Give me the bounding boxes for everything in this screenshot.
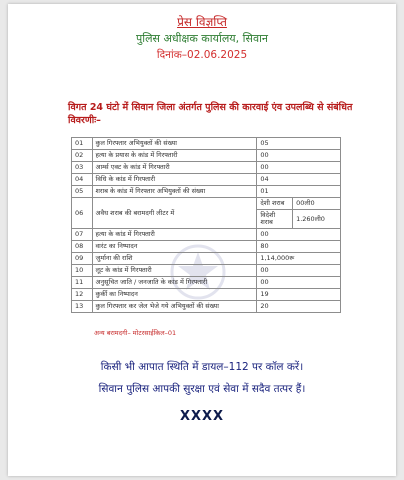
notice-line-2: सिवान पुलिस आपकी सुरक्षा एवं सेवा में सदैव तत्पर हैं।: [98, 383, 306, 395]
release-date: दिनांक–02.06.2025: [156, 49, 248, 61]
row-description: लूट के कांड में गिरफ्तारी: [92, 265, 257, 277]
press-release-page: [8, 4, 396, 476]
press-release-title: प्रेस विज्ञप्ति: [177, 15, 227, 29]
letterhead: [8, 4, 396, 62]
row-serial: 01: [72, 138, 93, 150]
row-value: 80: [257, 241, 341, 253]
row-value: 00: [257, 162, 341, 174]
row-serial: 09: [72, 253, 93, 265]
office-name: पुलिस अधीक्षक कार्यालय, सिवान: [135, 32, 269, 45]
table-row: [72, 241, 341, 253]
row-description: अनुसूचित जाति / जनजाति के कांड में गिरफ्तारी: [92, 277, 257, 289]
row-serial: 13: [72, 301, 93, 313]
row-description: कुल गिरफ्तार कर जेल भेजे गये अभियुक्तों की संख्या: [92, 301, 257, 313]
row-description: शराब के कांड में गिरफ्तार अभियुक्तों की संख्या: [92, 186, 257, 198]
row-description: अवैध शराब की बरामदगी लीटर में: [92, 198, 257, 229]
row-value: 04: [257, 174, 341, 186]
row-description: कुल गिरफ्तार अभियुक्तों की संख्या: [92, 138, 257, 150]
table-row: [72, 229, 341, 241]
table-row: [72, 186, 341, 198]
table-row: [72, 265, 341, 277]
row-value: 00: [257, 265, 341, 277]
table-row: [72, 198, 341, 210]
row-value: 19: [257, 289, 341, 301]
row-description: वारंट का निष्पादन: [92, 241, 257, 253]
table-row: [72, 174, 341, 186]
liquor-type-value: 00ली0: [293, 198, 341, 210]
row-serial: 11: [72, 277, 93, 289]
row-serial: 08: [72, 241, 93, 253]
row-serial: 10: [72, 265, 93, 277]
row-description: विधि के कांड में गिरफ्तारी: [92, 174, 257, 186]
table-row: [72, 289, 341, 301]
row-serial: 06: [72, 198, 93, 229]
liquor-type-label: देशी शराब: [257, 198, 293, 210]
row-serial: 04: [72, 174, 93, 186]
report-table: [71, 137, 341, 313]
table-row: [72, 138, 341, 150]
row-serial: 07: [72, 229, 93, 241]
row-description: हत्या के प्रयास के कांड में गिरफ्तारी: [92, 150, 257, 162]
emergency-notice: [28, 356, 376, 400]
row-description: जुर्माना की राशि: [92, 253, 257, 265]
liquor-type-label: विदेशी शराब: [257, 210, 293, 229]
table-row: [72, 253, 341, 265]
table-row: [72, 301, 341, 313]
liquor-type-value: 1.260ली0: [293, 210, 341, 229]
row-serial: 03: [72, 162, 93, 174]
row-description: हत्या के कांड में गिरफ्तारी: [92, 229, 257, 241]
row-value: 1,14,000रू: [257, 253, 341, 265]
row-serial: 12: [72, 289, 93, 301]
row-description: कुर्की का निष्पादन: [92, 289, 257, 301]
row-serial: 05: [72, 186, 93, 198]
row-value: 00: [257, 150, 341, 162]
other-recovery: अन्य बरामदगी– मोटरसाईकिल–01: [94, 329, 177, 337]
row-value: 20: [257, 301, 341, 313]
row-value: 00: [257, 277, 341, 289]
row-value: 05: [257, 138, 341, 150]
row-value: 00: [257, 229, 341, 241]
row-description: आर्म्स एक्ट के कांड में गिरफ्तारी: [92, 162, 257, 174]
signature: XXXX: [179, 409, 225, 424]
table-row: [72, 162, 341, 174]
report-heading: विगत 24 घंटो में सिवान जिला अंतर्गत पुलिस की कारवाई एंव उपलब्धि से संबंधित विवरणीः–: [68, 102, 353, 126]
table-row: [72, 150, 341, 162]
notice-line-1: किसी भी आपात स्थिति में डायल–112 पर कॉल करें।: [100, 361, 304, 373]
row-serial: 02: [72, 150, 93, 162]
row-value: 01: [257, 186, 341, 198]
table-row: [72, 277, 341, 289]
